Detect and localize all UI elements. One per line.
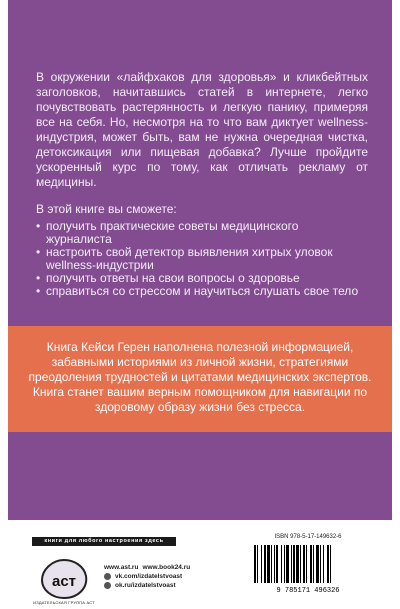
bullet-icon: • — [36, 284, 41, 298]
intro-paragraph: В окружении «лайфхаков для здоровья» и кликбейтных заголовков, начитавшись статей в интернете, легко почувствовать растерянность и легкую панику, примеряя все на себя. Но, несмотря на то что вам диктует wellness-индустрия, может быть, вам не нужна очередная чистка, детоксикация или пищевая добавка? Лучше пройдите ускоренный курс по тому, как отличать рекламу от медицины. — [36, 70, 368, 189]
summary-text: Книга Кейси Герен наполнена полезной информацией, забавными историями из личной жизни, стратегиями преодоления трудностей и цитатами медицинских экспертов. Книга станет вашим верным помощником для навигации по здоровому образу жизни без стресса. — [28, 340, 372, 414]
links-row-vk — [104, 572, 190, 581]
shop-link[interactable]: www.book24.ru — [142, 564, 191, 571]
ok-link[interactable]: ok.ru/izdatelstvoast — [115, 582, 176, 589]
benefits-title: В этой книге вы сможете: — [36, 202, 177, 216]
vk-link[interactable]: vk.com/izdatelstvoast — [115, 573, 183, 580]
vk-icon — [104, 573, 111, 580]
site-link[interactable]: www.ast.ru — [104, 564, 139, 571]
slogan-bar: книги для любого настроения здесь — [32, 537, 176, 546]
bullet-icon: • — [36, 271, 41, 285]
barcode — [248, 543, 368, 593]
benefit-item: • получить ответы на свои вопросы о здоровье — [36, 271, 300, 285]
barcode-digits: 9 785171 496326 — [276, 587, 340, 593]
benefits-list — [36, 220, 366, 298]
links-row-ok — [104, 581, 190, 590]
benefit-item: • справиться со стрессом и научиться слушать свое тело — [36, 284, 359, 298]
logo-text: аст — [51, 573, 77, 590]
publisher-logo — [34, 556, 94, 600]
publisher-caption: ИЗДАТЕЛЬСКАЯ ГРУППА АСТ — [33, 600, 95, 605]
ok-icon — [104, 582, 111, 589]
benefit-item: • получить практические советы медицинского журналиста — [36, 219, 299, 246]
publisher-links — [104, 563, 190, 590]
benefit-item: • настроить свой детектор выявления хитрых уловок wellness-индустрии — [36, 245, 333, 272]
isbn-label: ISBN 978-5-17-149632-6 — [274, 534, 342, 540]
bullet-icon: • — [36, 219, 41, 233]
links-row-web — [104, 563, 190, 572]
bullet-icon: • — [36, 245, 41, 259]
